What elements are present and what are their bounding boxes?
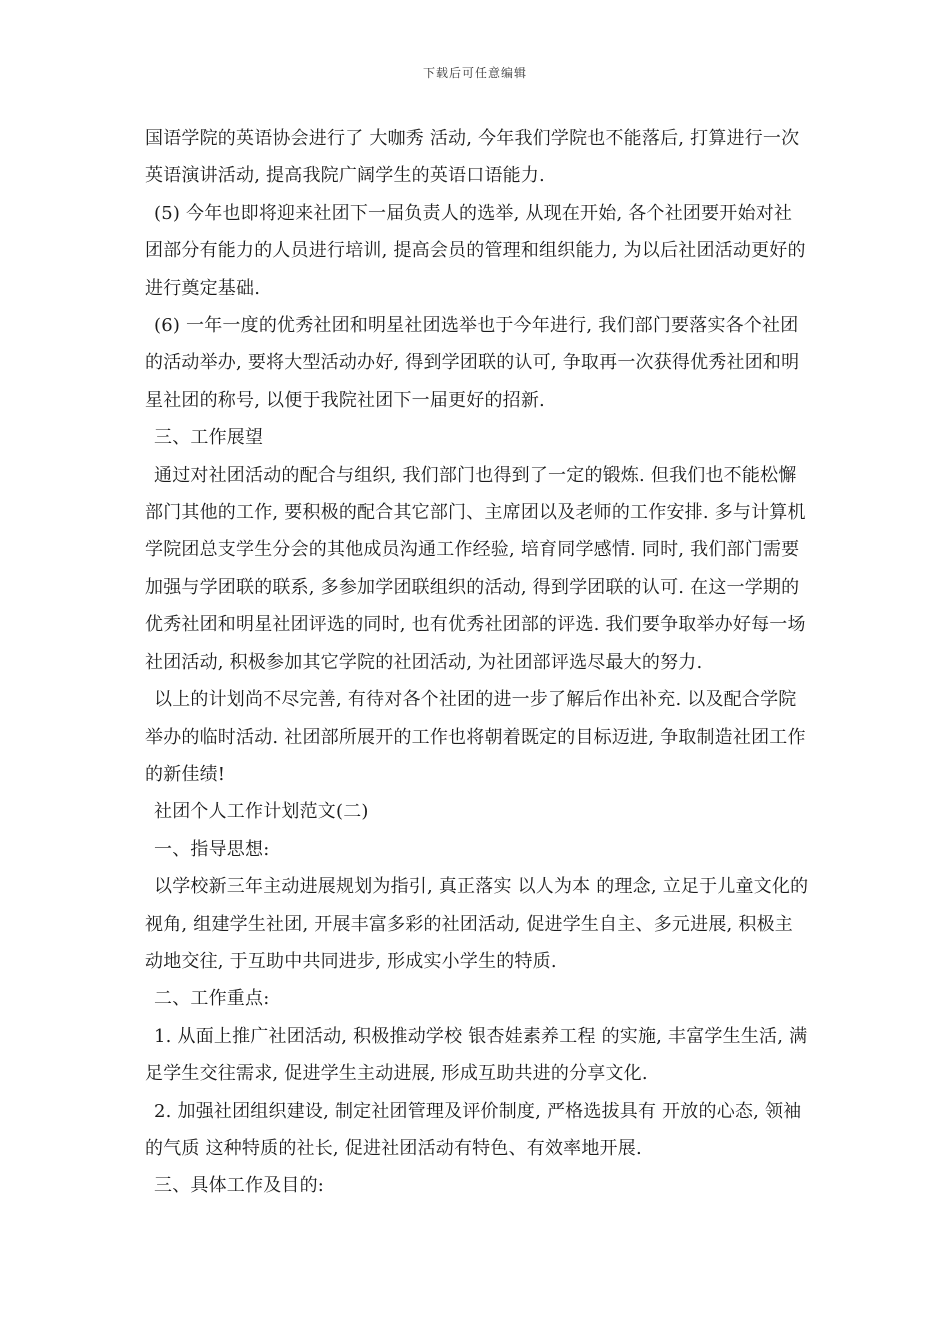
page-header-note: 下载后可任意编辑: [422, 66, 527, 80]
paragraph-english-activity: 国语学院的英语协会进行了 大咖秀 活动, 今年我们学院也不能落后, 打算进行一次英语演讲活动, 提高我院广阔学生的英语口语能力.: [145, 128, 800, 187]
section-heading-key-work: 二、工作重点:: [154, 988, 270, 1010]
document-body: [145, 120, 810, 1205]
section-heading-guiding-ideology: 一、指导思想:: [154, 838, 270, 860]
paragraph-item-5: (5) 今年也即将迎来社团下一届负责人的选举, 从现在开始, 各个社团要开始对社团部分有能力的人员进行培训, 提高会员的管理和组织能力, 为以后社团活动更好的进行奠定基础.: [145, 202, 806, 299]
document-title-part-two: 社团个人工作计划范文(二): [154, 801, 369, 823]
paragraph-closing: 以上的计划尚不尽完善, 有待对各个社团的进一步了解后作出补充. 以及配合学院举办的临时活动. 社团部所展开的工作也将朝着既定的目标迈进, 争取制造社团工作的新佳绩!: [145, 689, 806, 785]
paragraph-guiding-ideology: 以学校新三年主动进展规划为指引, 真正落实 以人为本 的理念, 立足于儿童文化的视角, 组建学生社团, 开展丰富多彩的社团活动, 促进学生自主、多元进展, 积极主动地交往, 于互助中共同进步, 形成实小学生的特质.: [145, 876, 809, 972]
paragraph-item-6: (6) 一年一度的优秀社团和明星社团选举也于今年进行, 我们部门要落实各个社团的活动举办, 要将大型活动办好, 得到学团联的认可, 争取再一次获得优秀社团和明星社团的称号, 以便于我院社团下一届更好的招新.: [145, 315, 800, 411]
paragraph-outlook: 通过对社团活动的配合与组织, 我们部门也得到了一定的锻炼. 但我们也不能松懈部门其他的工作, 要积极的配合其它部门、主席团以及老师的工作安排. 多与计算机学院团总支学生分会的其他成员沟通工作经验, 培育同学感情. 同时, 我们部门需要加强与学团联的联系, 多参加学团联组织的活动, 得到学团联的认可. 在这一学期的优秀社团和明星社团评选的同时, 也有优秀社团部的评选. 我们要争取举办好每一场社团活动, 积极参加其它学院的社团活动, 为社团部评选尽最大的努力.: [145, 464, 806, 673]
section-heading-outlook: 三、工作展望: [154, 427, 264, 449]
paragraph-key-work-2: 2. 加强社团组织建设, 制定社团管理及评价制度, 严格选拔具有 开放的心态, 领袖的气质 这种特质的社长, 促进社团活动有特色、有效率地开展.: [145, 1100, 802, 1159]
section-heading-specific-work: 三、具体工作及目的:: [154, 1175, 325, 1197]
paragraph-key-work-1: 1. 从面上推广社团活动, 积极推动学校 银杏娃素养工程 的实施, 丰富学生生活, 满足学生交往需求, 促进学生主动进展, 形成互助共进的分享文化.: [145, 1025, 808, 1085]
